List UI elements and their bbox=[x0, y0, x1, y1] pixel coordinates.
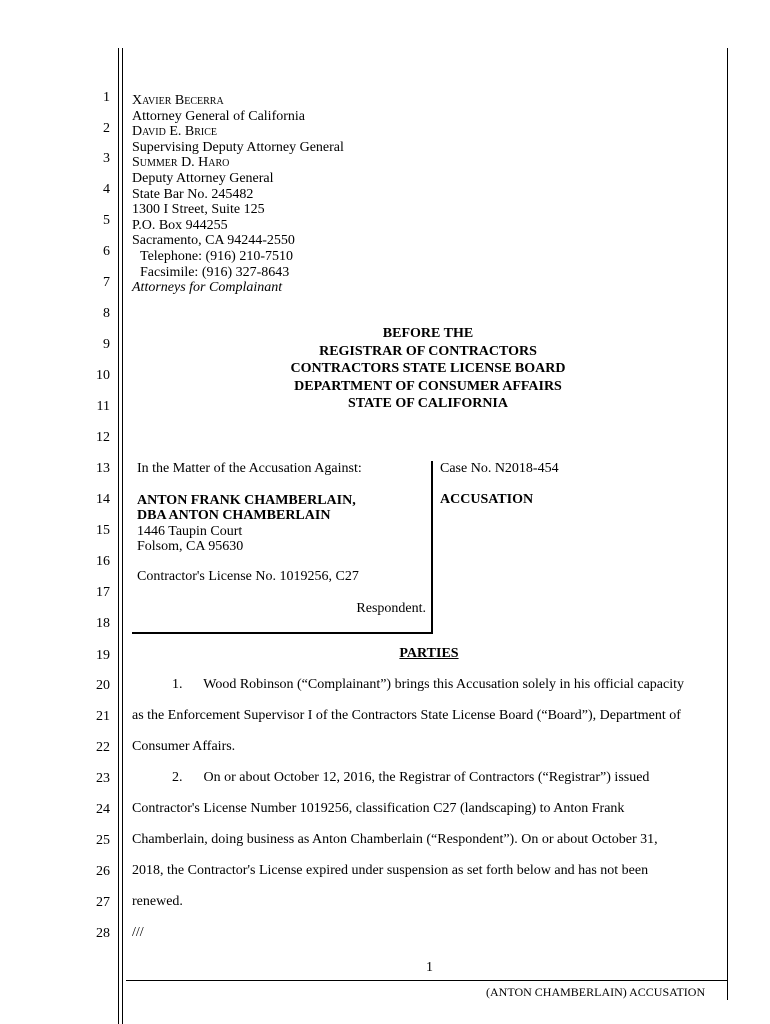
body-line: 2018, the Contractor's License expired under suspension as set forth below and has not been bbox=[132, 863, 649, 878]
line-number: 15 bbox=[96, 523, 110, 538]
body-line: Chamberlain, doing business as Anton Chamberlain (“Respondent”). On or about October 31, bbox=[132, 832, 658, 847]
line-number: 8 bbox=[103, 306, 110, 321]
line-number: 19 bbox=[96, 648, 110, 663]
street-address: 1300 I Street, Suite 125 bbox=[132, 202, 265, 218]
line-number: 17 bbox=[96, 585, 110, 600]
body-line: 1. Wood Robinson (“Complainant”) brings this Accusation solely in his official capacity bbox=[172, 677, 684, 692]
po-box: P.O. Box 944255 bbox=[132, 217, 228, 233]
line-number: 18 bbox=[96, 616, 110, 631]
line-number: 9 bbox=[103, 337, 110, 352]
document-type: ACCUSATION bbox=[440, 492, 534, 507]
attorney-title: Attorney General of California bbox=[132, 108, 305, 124]
city-state-zip: Sacramento, CA 94244-2550 bbox=[132, 233, 295, 249]
left-margin-rule-inner bbox=[122, 48, 123, 1024]
line-number: 1 bbox=[103, 90, 110, 105]
body-line: /// bbox=[132, 925, 144, 940]
line-number: 28 bbox=[96, 926, 110, 941]
page-number: 1 bbox=[426, 960, 433, 975]
line-number: 22 bbox=[96, 740, 110, 755]
attorney-block bbox=[132, 93, 344, 296]
body-line: Contractor's License Number 1019256, classification C27 (landscaping) to Anton Frank bbox=[132, 801, 625, 816]
respondent-name: ANTON FRANK CHAMBERLAIN, bbox=[137, 492, 356, 508]
caption-left bbox=[137, 461, 427, 585]
body-line: 2. On or about October 12, 2016, the Registrar of Contractors (“Registrar”) issued bbox=[172, 770, 650, 785]
line-number: 3 bbox=[103, 151, 110, 166]
line-number: 11 bbox=[96, 399, 110, 414]
line-number: 24 bbox=[96, 802, 110, 817]
line-number: 16 bbox=[96, 554, 110, 569]
line-number: 4 bbox=[103, 182, 110, 197]
attorney-title: Supervising Deputy Attorney General bbox=[132, 139, 344, 155]
agency-line: REGISTRAR OF CONTRACTORS bbox=[319, 343, 537, 359]
line-number: 26 bbox=[96, 864, 110, 879]
line-number: 20 bbox=[96, 678, 110, 693]
agency-line: DEPARTMENT OF CONSUMER AFFAIRS bbox=[294, 378, 562, 394]
state-bar-number: State Bar No. 245482 bbox=[132, 186, 254, 202]
line-number: 10 bbox=[96, 368, 110, 383]
caption-bottom-rule bbox=[132, 632, 433, 634]
respondent-label: Respondent. bbox=[356, 601, 426, 616]
respondent-city: Folsom, CA 95630 bbox=[137, 539, 244, 555]
line-number: 12 bbox=[96, 430, 110, 445]
agency-heading bbox=[132, 325, 724, 413]
agency-line: CONTRACTORS STATE LICENSE BOARD bbox=[290, 361, 566, 377]
footer-title: (ANTON CHAMBERLAIN) ACCUSATION bbox=[486, 985, 706, 999]
left-margin-rule-outer bbox=[118, 48, 119, 1024]
telephone: Telephone: (916) 210-7510 bbox=[140, 248, 293, 264]
matter-label: In the Matter of the Accusation Against: bbox=[137, 461, 362, 476]
line-number: 25 bbox=[96, 833, 110, 848]
attorneys-for: Attorneys for Complainant bbox=[132, 280, 283, 296]
footer-rule bbox=[126, 980, 727, 981]
case-number: Case No. N2018-454 bbox=[440, 461, 559, 476]
body-line: Consumer Affairs. bbox=[132, 739, 236, 754]
line-number: 23 bbox=[96, 771, 110, 786]
line-number: 14 bbox=[96, 492, 110, 507]
attorney-name: Xavier Becerra bbox=[132, 93, 224, 108]
section-heading: PARTIES bbox=[399, 646, 459, 661]
agency-line: STATE OF CALIFORNIA bbox=[348, 396, 508, 412]
body-line: as the Enforcement Supervisor I of the Contractors State License Board (“Board”), Department of bbox=[132, 708, 681, 723]
contractor-license: Contractor's License No. 1019256, C27 bbox=[137, 568, 359, 584]
caption-vertical-rule bbox=[431, 461, 433, 633]
line-number: 27 bbox=[96, 895, 110, 910]
agency-line: BEFORE THE bbox=[382, 326, 474, 341]
line-number: 13 bbox=[96, 461, 110, 476]
right-margin-rule bbox=[727, 48, 728, 1000]
respondent-address: 1446 Taupin Court bbox=[137, 523, 243, 539]
attorney-name: David E. Brice bbox=[132, 124, 217, 140]
line-number: 7 bbox=[103, 275, 110, 290]
body-line: renewed. bbox=[132, 894, 183, 909]
attorney-title: Deputy Attorney General bbox=[132, 170, 274, 186]
line-number: 5 bbox=[103, 213, 110, 228]
line-number: 2 bbox=[103, 121, 110, 136]
respondent-dba: DBA ANTON CHAMBERLAIN bbox=[137, 508, 331, 524]
attorney-name: Summer D. Haro bbox=[132, 155, 230, 171]
line-number: 6 bbox=[103, 244, 110, 259]
facsimile: Facsimile: (916) 327-8643 bbox=[140, 264, 290, 280]
line-number: 21 bbox=[96, 709, 110, 724]
